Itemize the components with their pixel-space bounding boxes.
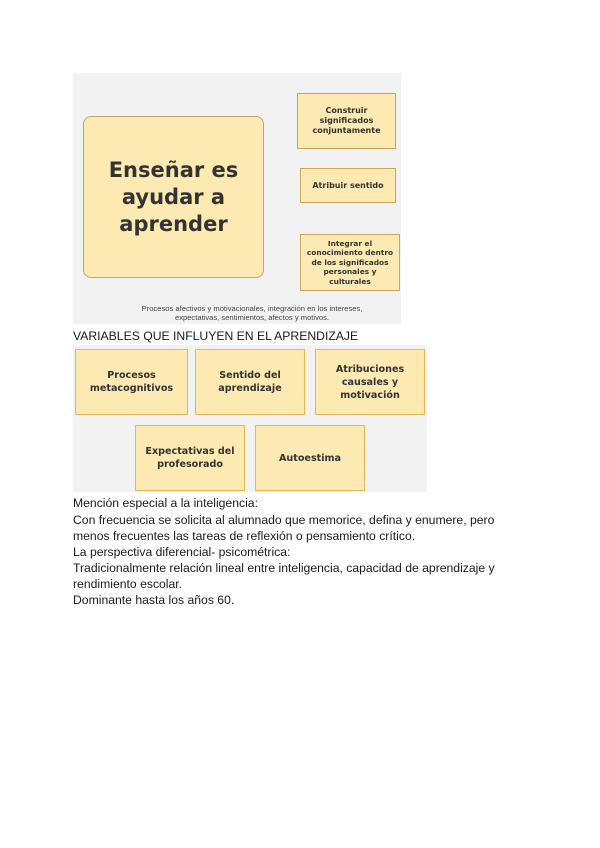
- body-line-7: Dominante hasta los años 60.: [73, 593, 235, 607]
- body-line-1: Mención especial a la inteligencia:: [73, 496, 258, 510]
- variable-card-autoestima: Autoestima: [255, 425, 365, 491]
- side-card-construir: Construir significados conjuntamente: [297, 93, 396, 149]
- main-concept-text: Enseñar es ayudar a aprender: [108, 157, 239, 236]
- diagram-caption: Procesos afectivos y motivacionales, integración en los intereses, expectativas, sentimientos, afectos y motivos.: [141, 304, 363, 322]
- variable-card-metacognitivos: Procesos metacognitivos: [75, 349, 188, 415]
- side-card-atribuir: Atribuir sentido: [300, 168, 396, 203]
- body-line-4: La perspectiva diferencial- psicométrica:: [73, 545, 291, 559]
- body-line-5: Tradicionalmente relación lineal entre inteligencia, capacidad de aprendizaje y: [73, 561, 495, 575]
- teaching-diagram: [73, 73, 401, 324]
- main-concept-card: [83, 116, 264, 278]
- variable-card-atribuciones: Atribuciones causales y motivación: [315, 349, 425, 415]
- body-line-6: rendimiento escolar.: [73, 577, 183, 591]
- body-line-3: menos frecuentes las tareas de reflexión o pensamiento crítico.: [73, 529, 416, 543]
- variable-card-sentido: Sentido del aprendizaje: [195, 349, 305, 415]
- variables-diagram: [73, 345, 427, 492]
- section-heading: VARIABLES QUE INFLUYEN EN EL APRENDIZAJE: [73, 329, 359, 343]
- body-line-2: Con frecuencia se solicita al alumnado que memorice, defina y enumere, pero: [73, 513, 495, 527]
- side-card-integrar: Integrar el conocimiento dentro de los significados personales y culturales: [300, 234, 400, 291]
- variable-card-expectativas: Expectativas del profesorado: [135, 425, 245, 491]
